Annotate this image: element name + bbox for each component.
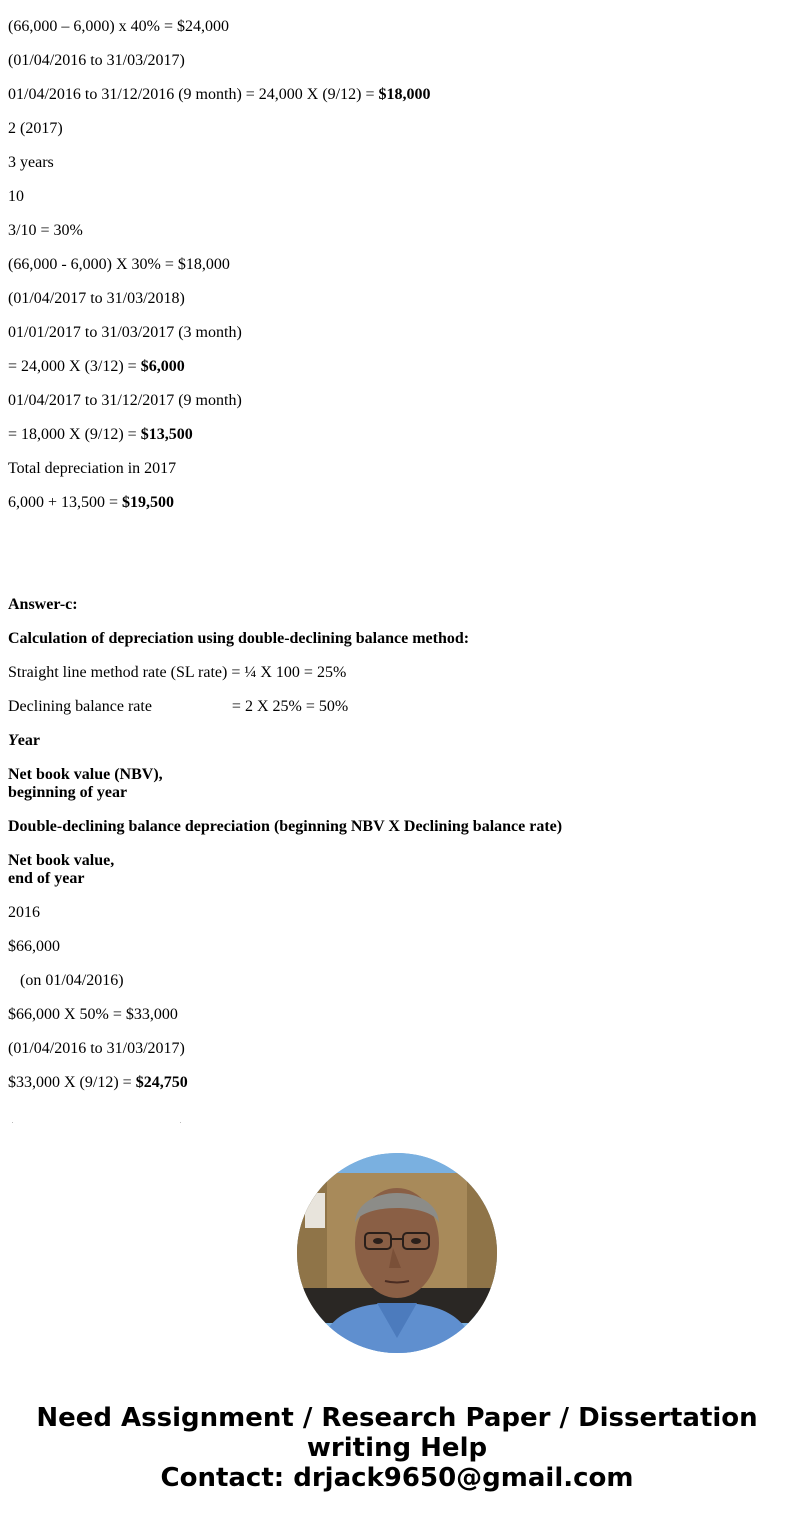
total-value: $19,500 [122,494,175,511]
spacer [8,528,788,546]
result-value: $13,500 [140,426,193,443]
row-period: (01/04/2016 to 31/03/2017) [8,1040,185,1057]
text-line: 01/01/2017 to 31/03/2017 (3 month) [8,324,242,341]
avatar [297,1153,497,1353]
header-nbv-begin: Net book value (NBV), beginning of year [8,766,163,801]
text-line: 2 (2017) [8,120,63,137]
text-line: = 18,000 X (9/12) = $13,500 [8,426,193,443]
db-rate-line [8,698,788,716]
text-line: 01/04/2016 to 31/12/2016 (9 month) = 24,000 X (9/12) = $18,000 [8,86,431,103]
promo-line-1: Need Assignment / Research Paper / Dissertation [36,1403,758,1433]
text-line: Total depreciation in 2017 [8,460,177,477]
spacer [8,562,788,580]
text-line [8,0,788,2]
promo-contact[interactable]: Contact: drjack9650@gmail.com [160,1463,634,1493]
text-line: 01/04/2017 to 31/12/2017 (9 month) [8,392,242,409]
text-line: (66,000 – 6,000) x 40% = $24,000 [8,18,230,35]
header-ddb-depreciation: Double-declining balance depreciation (beginning NBV X Declining balance rate) [8,818,563,835]
header-year: Year [8,732,40,749]
text-line: 3 years [8,154,54,171]
result-value: $18,000 [378,86,431,103]
promo-banner [0,1403,794,1493]
row-partial-calc: $33,000 X (9/12) = $24,750 [8,1074,188,1091]
row-nbv-begin-note: (on 01/04/2016) [20,972,124,989]
row-depreciation-calc: $66,000 X 50% = $33,000 [8,1006,178,1023]
partial-result: $24,750 [135,1074,188,1091]
answer-subheading: Calculation of depreciation using double-declining balance method: [8,630,470,647]
text-line: (66,000 - 6,000) X 30% = $18,000 [8,256,230,273]
promo-line-2: writing Help [306,1433,488,1463]
result-value: $6,000 [140,358,185,375]
clipped-text-fragment [12,1122,13,1123]
text-line: 3/10 = 30% [8,222,83,239]
document-body [8,0,788,1124]
avatar-photo-icon [297,1153,497,1353]
sl-rate-line: Straight line method rate (SL rate) = ¼ X 100 = 25% [8,664,347,681]
text-line: (01/04/2016 to 31/03/2017) [8,52,185,69]
answer-heading: Answer-c: [8,596,78,613]
db-rate-label: Declining balance rate [8,698,152,715]
text-line: (01/04/2017 to 31/03/2018) [8,290,185,307]
clipped-text-fragment [180,1122,181,1123]
header-nbv-end: Net book value, end of year [8,852,115,887]
total-line: 6,000 + 13,500 = $19,500 [8,494,175,511]
text-line: 10 [8,188,24,205]
text-line: = 24,000 X (3/12) = $6,000 [8,358,185,375]
db-rate-value: = 2 X 25% = 50% [231,698,349,715]
row-nbv-begin: $66,000 [8,938,60,955]
row-year: 2016 [8,904,40,921]
